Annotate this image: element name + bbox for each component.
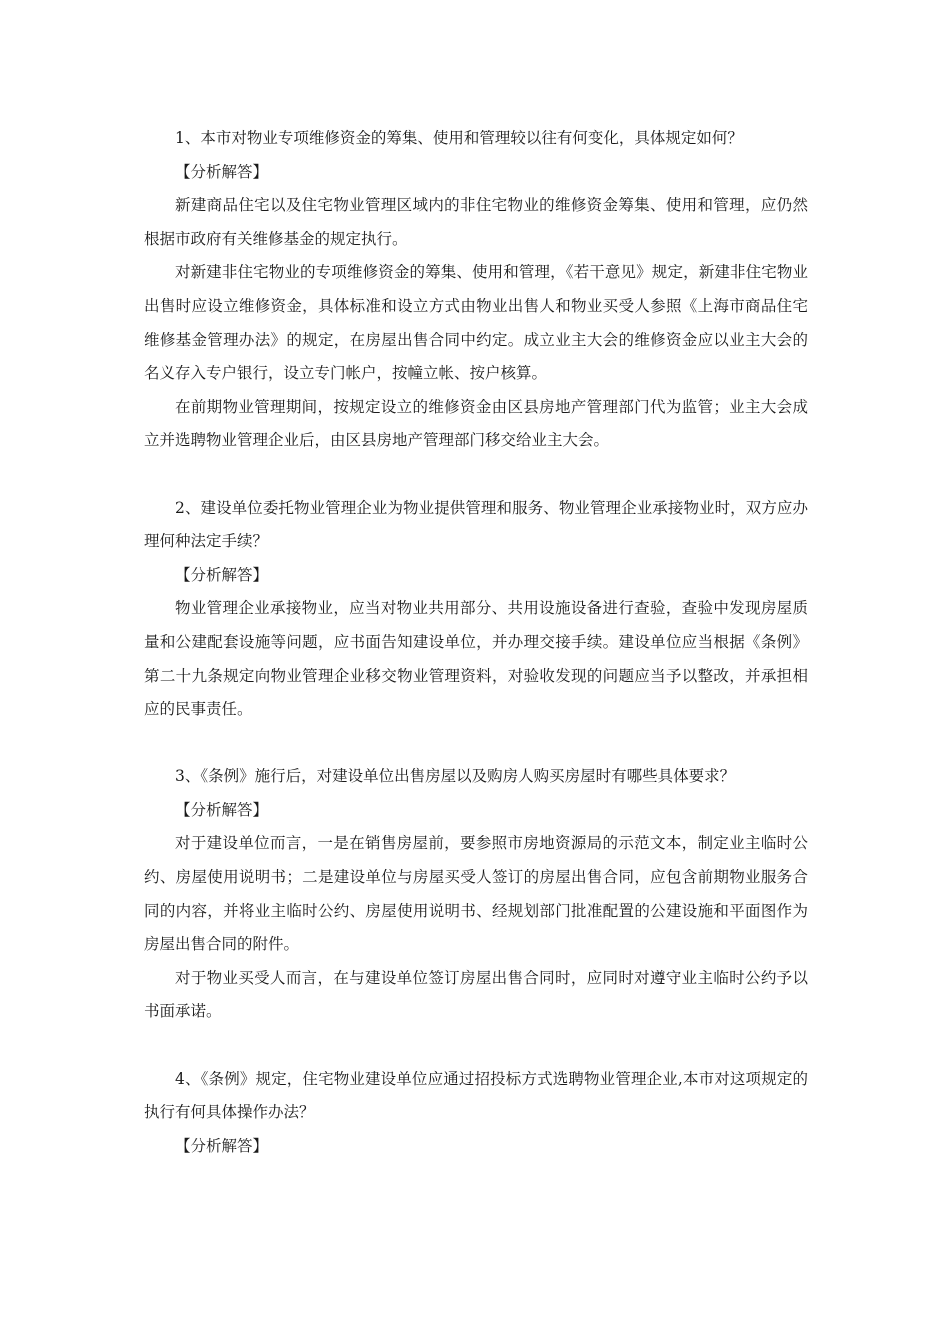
answer-3-paragraph-1: 对于建设单位而言，一是在销售房屋前，要参照市房地资源局的示范文本，制定业主临时公约、房屋使用说明书；二是建设单位与房屋买受人签订的房屋出售合同，应包含前期物业服务合同的内容，并将业主临时公约、房屋使用说明书、经规划部门批准配置的公建设施和平面图作为房屋出售合同的附件。 xyxy=(144,834,808,954)
qa-section-3 xyxy=(144,760,808,1029)
answer-1-paragraph-1: 新建商品住宅以及住宅物业管理区域内的非住宅物业的维修资金筹集、使用和管理，应仍然根据市政府有关维修基金的规定执行。 xyxy=(144,196,808,248)
answer-1-paragraph-3: 在前期物业管理期间，按规定设立的维修资金由区县房地产管理部门代为监管；业主大会成立并选聘物业管理企业后，由区县房地产管理部门移交给业主大会。 xyxy=(144,397,808,450)
qa-section-1 xyxy=(144,122,808,458)
question-2: 2、建设单位委托物业管理企业为物业提供管理和服务、物业管理企业承接物业时，双方应办理何种法定手续？ xyxy=(144,498,808,551)
answer-label-3: 【分析解答】 xyxy=(175,800,269,819)
answer-3-paragraph-2: 对于物业买受人而言，在与建设单位签订房屋出售合同时，应同时对遵守业主临时公约予以书面承诺。 xyxy=(144,968,808,1021)
answer-1-paragraph-2: 对新建非住宅物业的专项维修资金的筹集、使用和管理，《若干意见》规定，新建非住宅物业出售时应设立维修资金，具体标准和设立方式由物业出售人和物业买受人参照《上海市商品住宅维修基金管理办法》的规定，在房屋出售合同中约定。成立业主大会的维修资金应以业主大会的名义存入专户银行，设立专门帐户，按幢立帐、按户核算。 xyxy=(144,263,808,383)
question-1: 1、本市对物业专项维修资金的筹集、使用和管理较以往有何变化，具体规定如何？ xyxy=(175,129,743,147)
qa-section-2 xyxy=(144,492,808,727)
answer-2-paragraph-1: 物业管理企业承接物业，应当对物业共用部分、共用设施设备进行查验，查验中发现房屋质量和公建配套设施等问题，应书面告知建设单位，并办理交接手续。建设单位应当根据《条例》第二十九条规定向物业管理企业移交物业管理资料，对验收发现的问题应当予以整改，并承担相应的民事责任。 xyxy=(144,599,808,719)
answer-label-1: 【分析解答】 xyxy=(175,162,269,181)
document-body xyxy=(144,122,808,1163)
question-3: 3、《条例》施行后，对建设单位出售房屋以及购房人购买房屋时有哪些具体要求？ xyxy=(175,767,736,786)
qa-section-4 xyxy=(144,1063,808,1164)
answer-label-4: 【分析解答】 xyxy=(175,1136,269,1155)
question-4: 4、《条例》规定，住宅物业建设单位应通过招投标方式选聘物业管理企业,本市对这项规定的执行有何具体操作办法？ xyxy=(144,1069,808,1122)
answer-label-2: 【分析解答】 xyxy=(175,565,269,584)
